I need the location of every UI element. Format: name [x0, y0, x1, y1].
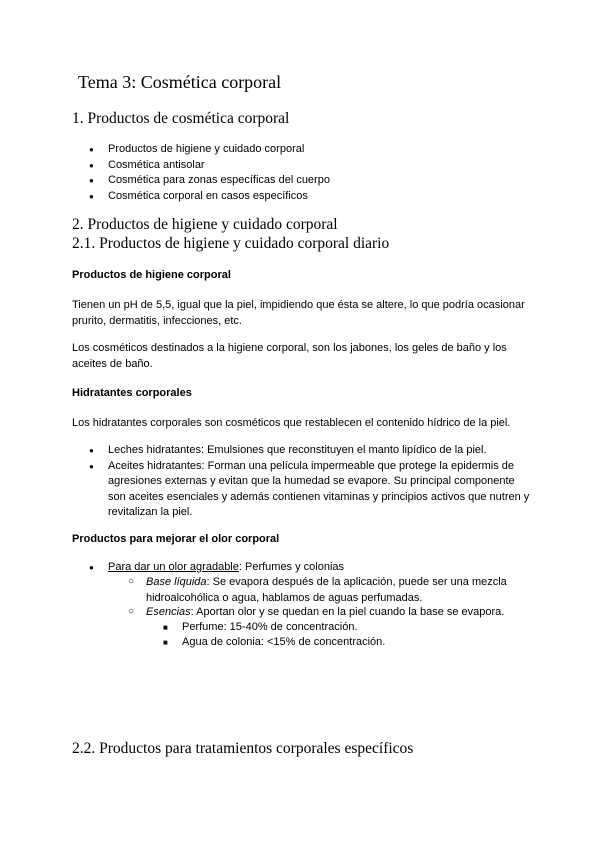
hidratantes-paragraph: Los hidratantes corporales son cosméticos que restablecen el contenido hídrico de la piel.	[72, 417, 511, 429]
base-liquida-label: Base líquida	[146, 576, 207, 588]
base-liquida-item	[146, 575, 526, 606]
circle-bullet-icon: ○	[128, 576, 135, 587]
list-item: ● Cosmética antisolar	[72, 158, 532, 174]
hidratantes-heading: Hidratantes corporales	[72, 387, 192, 399]
higiene-heading: Productos de higiene corporal	[72, 269, 231, 281]
esencias-item	[146, 605, 526, 621]
list-item: ● Aceites hidratantes: Forman una película impermeable que protege la epidermis de agresiones externas y evitan que la humedad se evapore. Su principal componente son aceites esenciales y además contienen vitaminas y principios activos que nutren y revitalizan la piel.	[72, 459, 532, 521]
base-liquida-text: : Se evapora después de la aplicación, puede ser una mezcla hidroalcohólica o agua, hablamos de aguas perfumadas.	[146, 576, 507, 604]
hidratantes-list	[72, 443, 532, 521]
olor-item-label: Para dar un olor agradable	[108, 561, 239, 573]
list-item: ● Productos de higiene y cuidado corporal	[72, 142, 532, 158]
colonia-item: Agua de colonia: <15% de concentración.	[182, 636, 386, 648]
section-2-heading: 2. Productos de higiene y cuidado corporal	[72, 216, 338, 233]
higiene-paragraph-2: Los cosméticos destinados a la higiene corporal, son los jabones, los geles de baño y los aceites de baño.	[72, 342, 507, 370]
section-2-2-heading: 2.2. Productos para tratamientos corporales específicos	[72, 740, 414, 757]
section-2-1-heading: 2.1. Productos de higiene y cuidado corporal diario	[72, 235, 390, 252]
list-item	[72, 560, 532, 576]
olor-heading: Productos para mejorar el olor corporal	[72, 533, 280, 545]
olor-item-text: : Perfumes y colonias	[238, 561, 345, 573]
circle-bullet-icon: ○	[128, 606, 135, 617]
perfume-item: Perfume: 15-40% de concentración.	[182, 621, 358, 633]
higiene-paragraph-1: Tienen un pH de 5,5, igual que la piel, impidiendo que ésta se altere, lo que podría ocasionar prurito, dermatitis, infecciones, etc.	[72, 299, 525, 327]
section-1-list	[72, 142, 532, 204]
esencias-label: Esencias	[146, 606, 191, 618]
section-1-heading: 1. Productos de cosmética corporal	[72, 110, 290, 127]
square-bullet-icon: ■	[163, 623, 168, 632]
list-item: ● Cosmética para zonas específicas del cuerpo	[72, 173, 532, 189]
esencias-text: : Aportan olor y se quedan en la piel cuando la base se evapora.	[190, 606, 505, 618]
square-bullet-icon: ■	[163, 638, 168, 647]
list-item: ● Leches hidratantes: Emulsiones que reconstituyen el manto lipídico de la piel.	[72, 443, 532, 459]
olor-list	[72, 560, 532, 576]
document-title: Tema 3: Cosmética corporal	[78, 72, 282, 92]
list-item: ● Cosmética corporal en casos específicos	[72, 189, 532, 205]
